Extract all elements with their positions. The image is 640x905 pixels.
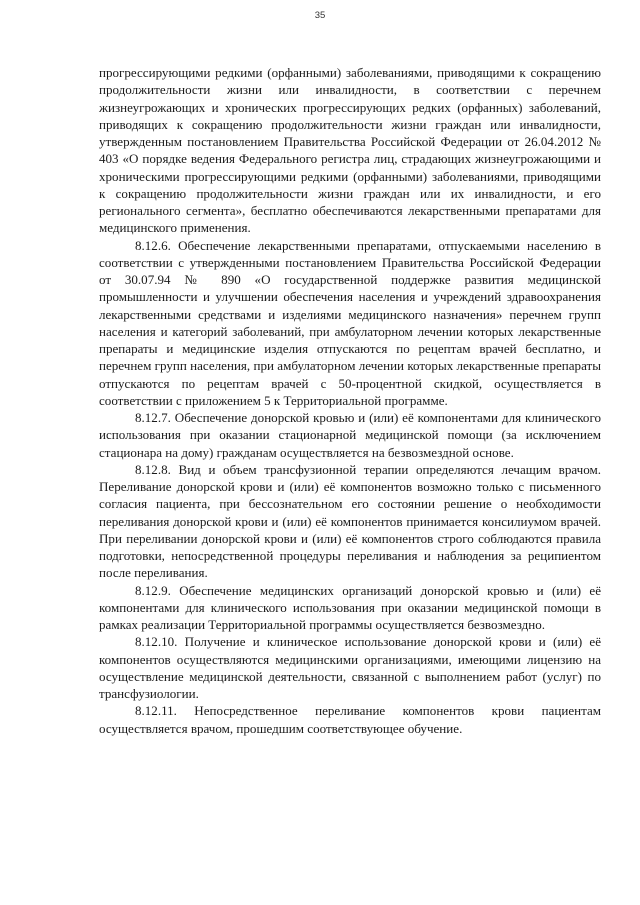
paragraph-8-12-7: 8.12.7. Обеспечение донорской кровью и (или) её компонентами для клинического использования при оказании стационарной медицинской помощи (за исключением стационара на дому) гражданам осуществляется на безвозмездной основе. (99, 410, 601, 460)
paragraph-8-12-10: 8.12.10. Получение и клиническое использование донорской крови и (или) её компонентов осуществляются медицинскими организациями, имеющими лицензию на осуществление медицинской деятельности, связанной с выполнением работ (услуг) по трансфузиологии. (99, 634, 601, 701)
paragraph-8-12-6: 8.12.6. Обеспечение лекарственными препаратами, отпускаемыми населению в соответствии с утвержденными постановлением Правительства Российской Федерации от 30.07.94 № 890 «О государственной поддержке развития медицинской промышленности и улучшении обеспечения населения и учреждений здравоохранения лекарственными средствами и изделиями медицинского назначения» перечнем групп населения и категорий заболеваний, при амбулаторном лечении которых лекарственные препараты и медицинские изделия отпускаются по рецептам врачей бесплатно, и перечнем групп населения, при амбулаторном лечении которых лекарственные препараты отпускаются по рецептам врачей с 50-процентной скидкой, осуществляется в соответствии с приложением 5 к Территориальной программе. (99, 237, 601, 408)
paragraph-8-12-11: 8.12.11. Непосредственное переливание компонентов крови пациентам осуществляется врачом, прошедшим соответствующее обучение. (99, 703, 601, 736)
page-number: 35 (314, 10, 326, 21)
document-body (99, 64, 601, 737)
paragraph-continuation: прогрессирующими редкими (орфанными) заболеваниями, приводящими к сокращению продолжительности жизни или инвалидности, в соответствии с перечнем жизнеугрожающих и хронических прогрессирующих редких (орфанных) заболеваний, приводящих к сокращению продолжительности жизни граждан или инвалидности, утвержденным постановлением Правительства Российской Федерации от 26.04.2012 № 403 «О порядке ведения Федерального регистра лиц, страдающих жизнеугрожающими и хроническими прогрессирующими редкими (орфанными) заболеваниями, приводящими к сокращению продолжительности жизни граждан или их инвалидности, и его регионального сегмента», бесплатно обеспечиваются лекарственными препаратами для медицинского применения. (99, 65, 601, 236)
paragraph-8-12-8: 8.12.8. Вид и объем трансфузионной терапии определяются лечащим врачом. Переливание донорской крови и (или) её компонентов возможно только с письменного согласия пациента, при бессознательном его состоянии решение о необходимости переливания донорской крови и (или) её компонентов принимается консилиумом врачей. При переливании донорской крови и (или) её компонентов строго соблюдаются правила подготовки, непосредственной процедуры переливания и наблюдения за реципиентом после переливания. (99, 461, 601, 581)
paragraph-8-12-9: 8.12.9. Обеспечение медицинских организаций донорской кровью и (или) её компонентами для клинического использования при оказании медицинской помощи в рамках реализации Территориальной программы осуществляется безвозмездно. (99, 582, 601, 632)
